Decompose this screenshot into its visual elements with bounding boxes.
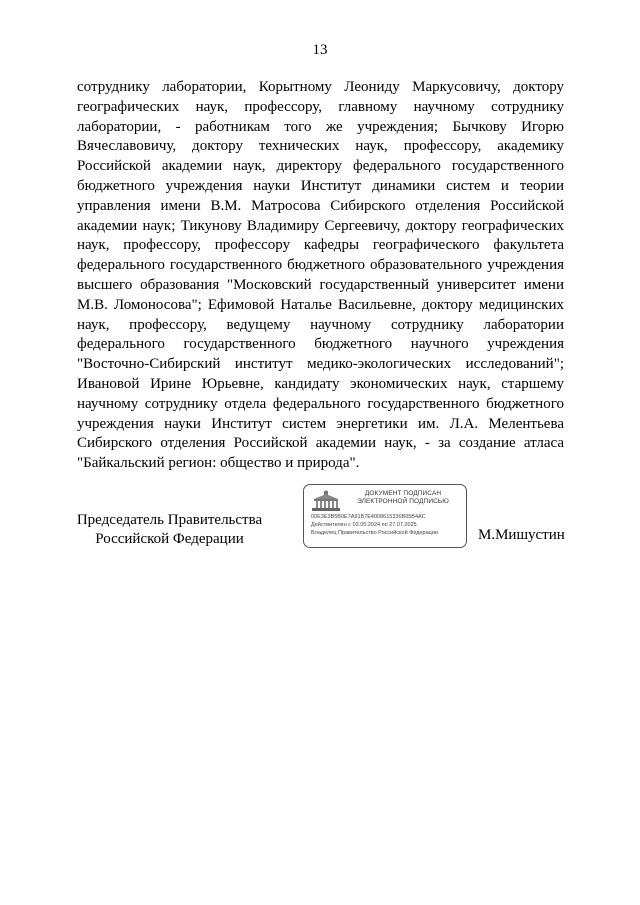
stamp-certificate-number: 00E3E3B5B0E7A91B7E4008615336B05B4AC [311,514,426,520]
government-building-icon [311,490,341,512]
stamp-owner: Владелец Правительство Российской Федерации [311,530,438,536]
signer-name: М.Мишустин [478,527,565,543]
document-body-text: сотруднику лаборатории, Корытному Леониду Маркусовичу, доктору географических наук, профессору, главному научному сотруднику лаборатории, - работникам того же учреждения; Бычкову Игорю Вячеславовичу, доктору технических наук, профессору, академику Российской академии наук, директору федерального государственного бюджетного учреждения науки Институт динамики систем и теории управления имени В.М. Матросова Сибирского отделения Российской академии наук; Тикунову Владимиру Сергеевичу, доктору географических наук, профессору, профессору кафедры географического факультета федерального государственного бюджетного образовательного учреждения высшего образования "Московский государственный университет имени М.В. Ломоносова"; Ефимовой Наталье Васильевне, доктору медицинских наук, профессору, ведущему научному сотруднику лаборатории федерального государственного бюджетного научного учреждения "Восточно-Сибирский институт медико-экологических исследований"; Ивановой Ирине Юрьевне, кандидату экономических наук, старшему научному сотруднику отдела федерального государственного бюджетного учреждения науки Институт систем энергетики им. Л.А. Мелентьева Сибирского отделения Российской академии наук, - за создание атласа "Байкальский регион: общество и природа". [77,79,564,472]
signer-title-line-2: Российской Федерации [95,531,244,547]
stamp-validity-period: Действителен с 03.05.2024 по 27.07.2025 [311,522,417,528]
signer-title-line-1: Председатель Правительства [76,512,263,528]
signer-title [68,511,271,549]
electronic-signature-stamp [303,484,467,548]
stamp-title-line-1: ДОКУМЕНТ ПОДПИСАН [364,490,442,497]
stamp-title-line-2: ЭЛЕКТРОННОЙ ПОДПИСЬЮ [357,498,449,505]
page-number: 13 [312,42,328,58]
stamp-title [344,490,462,506]
